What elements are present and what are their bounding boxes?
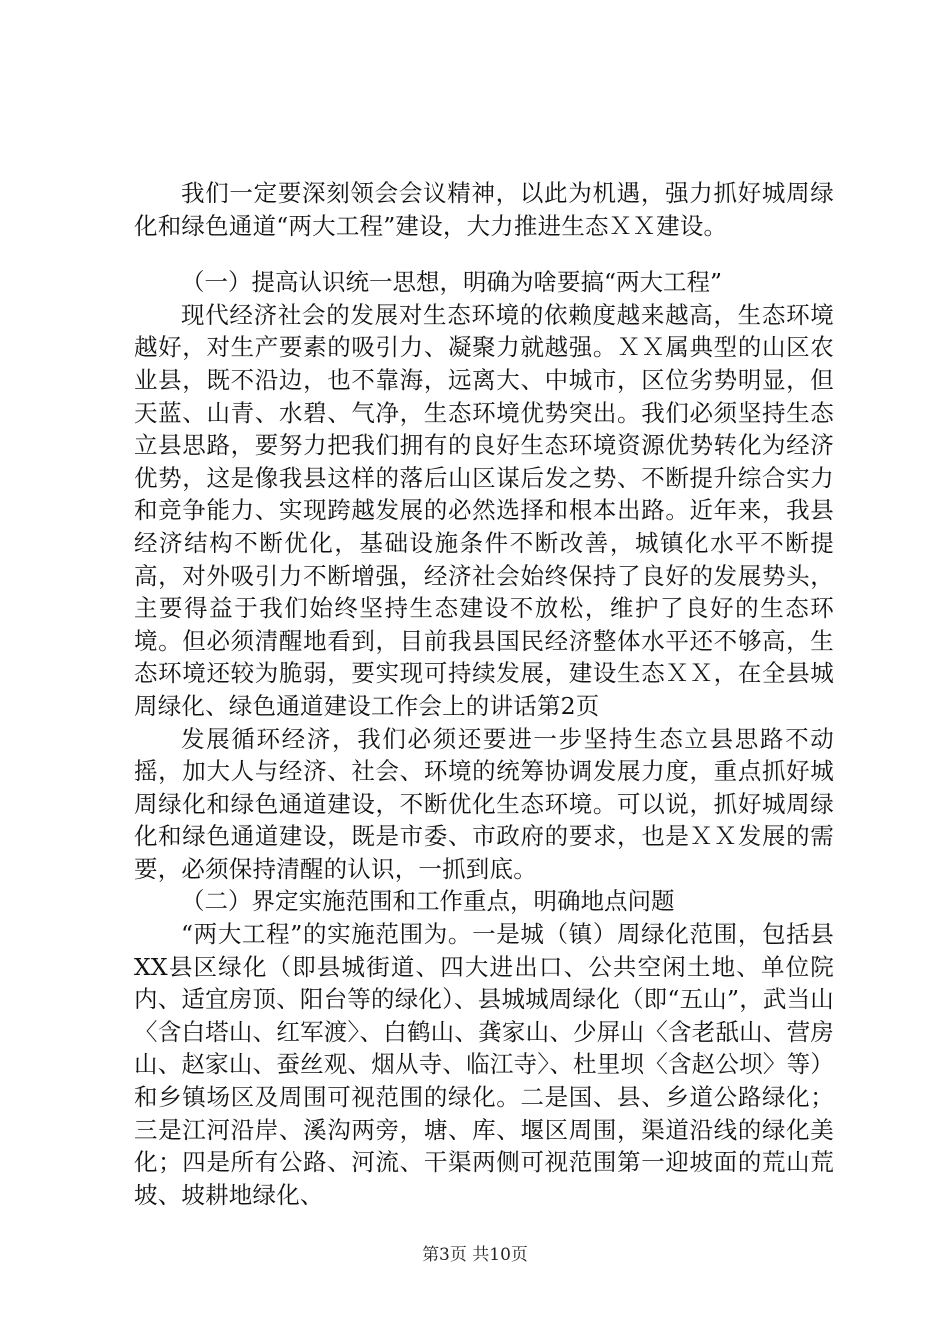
document-body xyxy=(134,177,834,1211)
paragraph-section-1-body: 现代经济社会的发展对生态环境的依赖度越来越高，生态环境越好，对生产要素的吸引力、凝聚力就越强。ＸＸ属典型的山区农业县，既不沿边，也不靠海，远离大、中城市，区位劣势明显，但天蓝、山青、水碧、气净，生态环境优势突出。我们必须坚持生态立县思路，要努力把我们拥有的良好生态环境资源优势转化为经济优势，这是像我县这样的落后山区谋后发之势、不断提升综合实力和竞争能力、实现跨越发展的必然选择和根本出路。近年来，我县经济结构不断优化，基础设施条件不断改善，城镇化水平不断提高，对外吸引力不断增强，经济社会始终保持了良好的发展势头，主要得益于我们始终坚持生态建设不放松，维护了良好的生态环境。但必须清醒地看到，目前我县国民经济整体水平还不够高，生态环境还较为脆弱，要实现可持续发展，建设生态ＸＸ，在全县城周绿化、绿色通道建设工作会上的讲话第2页 xyxy=(134,300,834,720)
page-footer: 第3页 共10页 xyxy=(422,1245,528,1265)
paragraph-gap xyxy=(134,242,834,266)
section-heading-1: （一）提高认识统一思想，明确为啥要搞“两大工程” xyxy=(181,268,723,297)
section-heading-2: （二）界定实施范围和工作重点，明确地点问题 xyxy=(181,887,675,916)
paragraph-section-1-cont: 发展循环经济，我们必须还要进一步坚持生态立县思路不动摇，加大人与经济、社会、环境的统筹协调发展力度，重点抓好城周绿化和绿色通道建设，不断优化生态环境。可以说，抓好城周绿化和绿色通道建设，既是市委、市政府的要求，也是ＸＸ发展的需要，必须保持清醒的认识，一抓到底。 xyxy=(134,724,834,883)
paragraph-intro: 我们一定要深刻领会会议精神，以此为机遇，强力抓好城周绿化和绿色通道“两大工程”建设，大力推进生态ＸＸ建设。 xyxy=(134,179,834,240)
paragraph-section-2-body: “两大工程”的实施范围为。一是城（镇）周绿化范围，包括县XX县区绿化（即县城街道、四大进出口、公共空闲土地、单位院内、适宜房顶、阳台等的绿化）、县城城周绿化（即“五山”，武当山〈含白塔山、红军渡〉、白鹤山、龚家山、少屏山〈含老舐山、营房山、赵家山、蚕丝观、烟从寺、临江寺〉、杜里坝〈含赵公坝〉等）和乡镇场区及周围可视范围的绿化。二是国、县、乡道公路绿化；三是江河沿岸、溪沟两旁，塘、库、堰区周围，渠道沿线的绿化美化；四是所有公路、河流、干渠两侧可视范围第一迎坡面的荒山荒坡、坡耕地绿化、 xyxy=(134,920,834,1209)
